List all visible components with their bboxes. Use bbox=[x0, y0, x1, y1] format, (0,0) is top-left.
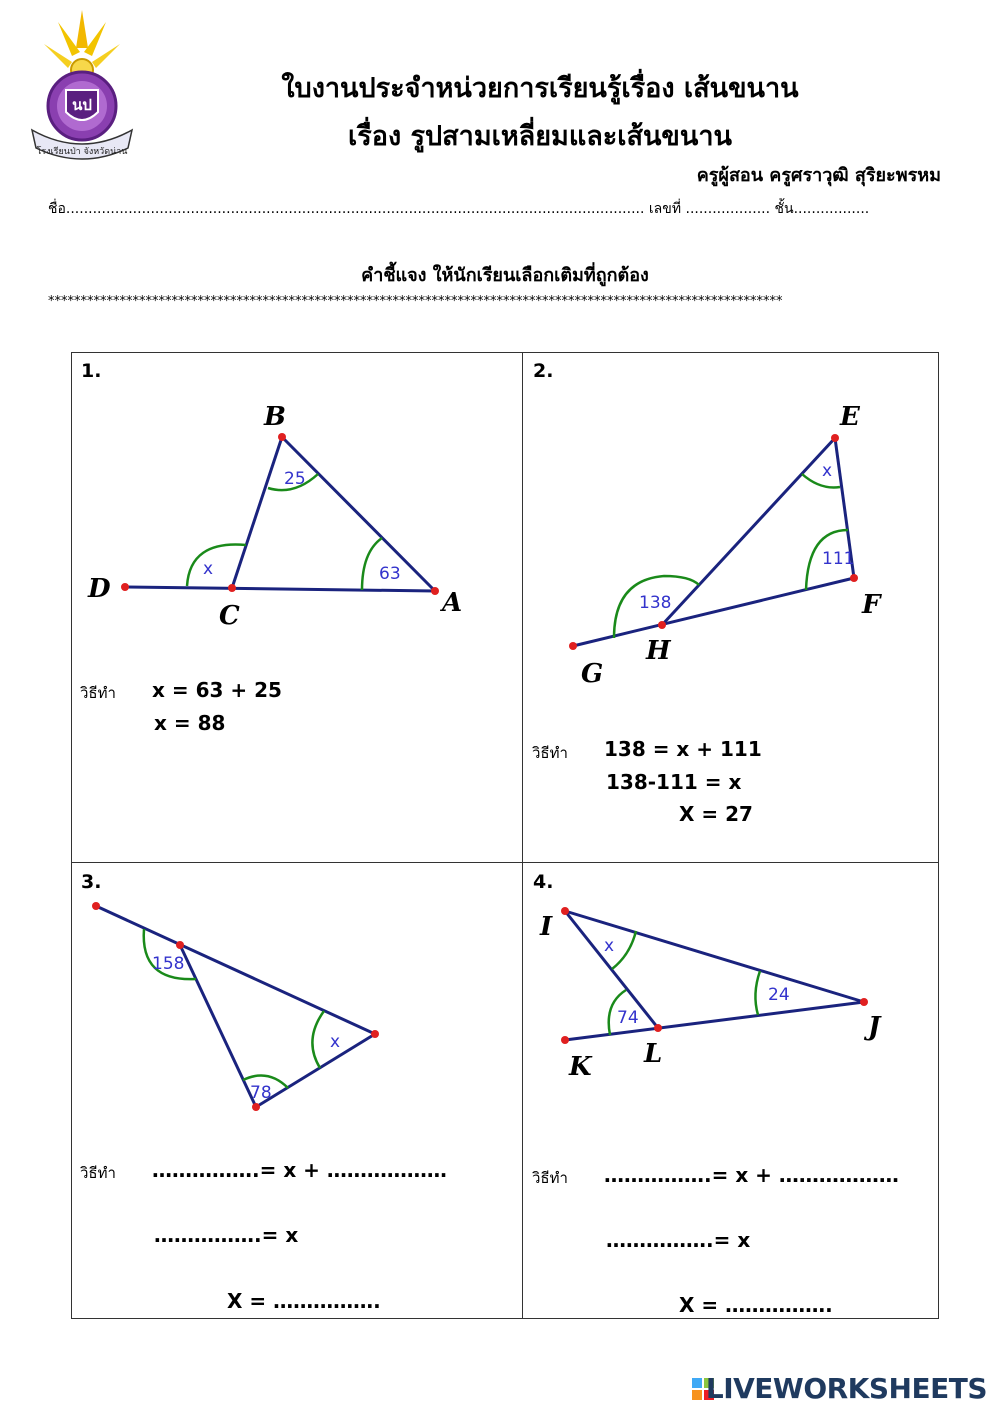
question-2-number: 2. bbox=[533, 360, 554, 382]
q1-label-d: D bbox=[88, 574, 111, 604]
q2-angle-f-value: 111 bbox=[822, 549, 855, 569]
q2-solution-line-2: 138-111 = x bbox=[606, 770, 742, 794]
q2-angle-e-value: x bbox=[822, 461, 833, 481]
q3-solution-label: วิธีทำ bbox=[80, 1164, 116, 1182]
q2-label-e: E bbox=[840, 402, 860, 432]
star-divider: ***************************************************************************************************************** bbox=[48, 294, 783, 309]
title-line-2: เรื่อง รูปสามเหลี่ยมและเส้นขนาน bbox=[348, 121, 732, 152]
liveworksheets-brand[interactable]: LIVEWORKSHEETS bbox=[705, 1372, 987, 1405]
q4-answer-line-1[interactable]: …………….= x + ……………… bbox=[604, 1163, 899, 1187]
q1-solution-line-1: x = 63 + 25 bbox=[152, 678, 282, 702]
q2-label-h: H bbox=[646, 636, 671, 666]
svg-text:นป: นป bbox=[72, 96, 92, 114]
q4-label-k: K bbox=[569, 1052, 592, 1082]
q1-label-b: B bbox=[264, 402, 286, 432]
student-info-line[interactable]: ชื่อ.................................................................................................................................. เลขที่ ................... ชั้น................. bbox=[48, 201, 870, 217]
q4-angle-j-value: 24 bbox=[768, 985, 790, 1005]
q4-answer-line-3[interactable]: X = ……………. bbox=[679, 1293, 833, 1317]
q4-solution-label: วิธีทำ bbox=[532, 1169, 568, 1187]
q4-angle-l-value: 74 bbox=[617, 1008, 639, 1028]
teacher-name: ครูผู้สอน ครูศราวุฒิ สุริยะพรหม bbox=[696, 165, 941, 186]
title-line-1: ใบงานประจำหน่วยการเรียนรู้เรื่อง เส้นขนาน bbox=[281, 73, 799, 104]
q4-angle-i-value: x bbox=[604, 936, 615, 956]
q1-label-a: A bbox=[442, 588, 463, 618]
q4-label-j: J bbox=[868, 1012, 881, 1042]
q2-figure bbox=[573, 438, 854, 646]
q2-label-f: F bbox=[862, 590, 881, 620]
q1-angle-c-value: x bbox=[203, 559, 214, 579]
question-1-number: 1. bbox=[81, 360, 102, 382]
q1-solution-line-2: x = 88 bbox=[154, 711, 226, 735]
q2-solution-line-3: X = 27 bbox=[679, 802, 753, 826]
question-4-number: 4. bbox=[533, 871, 554, 893]
instruction-text: คำชี้แจง ให้นักเรียนเลือกเติมที่ถูกต้อง bbox=[361, 265, 649, 286]
q3-answer-line-2[interactable]: …………….= x bbox=[154, 1223, 299, 1247]
logo-ribbon-text: โรงเรียนป่า จังหวัดน่าน bbox=[36, 147, 128, 157]
q2-solution-label: วิธีทำ bbox=[532, 744, 568, 762]
q1-angle-a-value: 63 bbox=[379, 564, 401, 584]
q4-label-i: I bbox=[540, 912, 553, 942]
q3-angle-bottom-value: 78 bbox=[250, 1083, 272, 1103]
q1-angle-b-value: 25 bbox=[284, 469, 306, 489]
q2-angle-h-value: 138 bbox=[639, 593, 672, 613]
q3-angle-right-value: x bbox=[330, 1032, 341, 1052]
q4-answer-line-2[interactable]: …………….= x bbox=[606, 1228, 751, 1252]
q4-label-l: L bbox=[644, 1039, 663, 1069]
q3-angle-top-value: 158 bbox=[152, 954, 185, 974]
q3-answer-line-3[interactable]: X = ……………. bbox=[227, 1289, 381, 1313]
question-3-number: 3. bbox=[81, 871, 102, 893]
q2-solution-line-1: 138 = x + 111 bbox=[604, 737, 762, 761]
q3-answer-line-1[interactable]: …………….= x + ……………… bbox=[152, 1158, 447, 1182]
q2-label-g: G bbox=[581, 659, 604, 689]
q1-solution-label: วิธีทำ bbox=[80, 684, 116, 702]
q3-figure bbox=[96, 906, 375, 1107]
q1-label-c: C bbox=[219, 601, 240, 631]
